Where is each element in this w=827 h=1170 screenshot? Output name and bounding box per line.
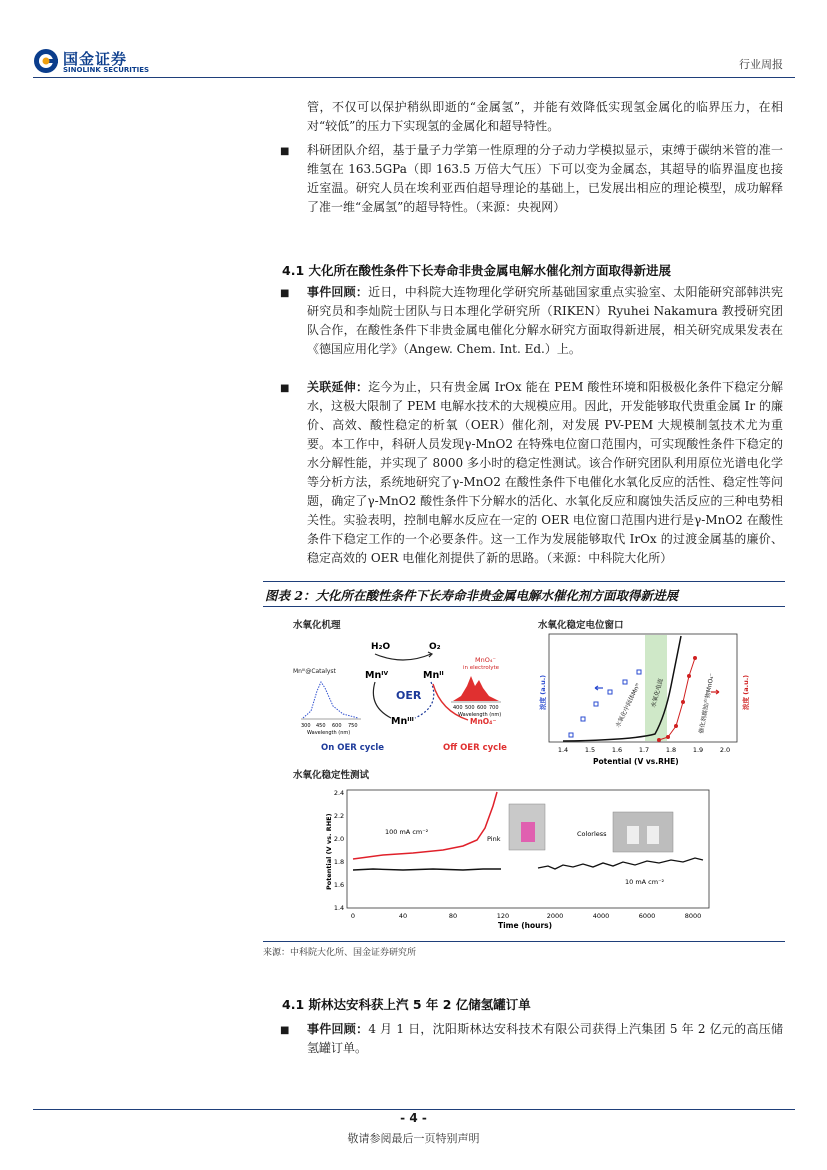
- trace-10-ma-short: [353, 869, 501, 870]
- mno4-product-label: MnO₄⁻: [470, 717, 497, 726]
- panel-c-xtick: 4000: [592, 912, 610, 920]
- mn3-point: [581, 717, 585, 721]
- panel-potential-window: [538, 619, 750, 766]
- panel-c-xticks: [351, 912, 701, 920]
- spec-right-tick: 500: [465, 705, 475, 711]
- panel-c-xtick: 120: [496, 912, 510, 920]
- panel-c-yticks: [334, 789, 344, 912]
- mno4-point: [693, 656, 697, 660]
- panel-c-title: 水氧化稳定性测试: [293, 770, 370, 781]
- panel-c-ytick: 1.8: [333, 858, 345, 866]
- current-curve-label: 水氧化电流: [650, 677, 665, 709]
- mno4-point: [657, 738, 661, 742]
- mn4-label: Mnᴵⱽ: [365, 670, 389, 681]
- event-review-text: 近日，中科院大连物理化学研究所基础国家重点实验室、太阳能研究部韩洪宪研究员和李灿院士团队与日本理化学研究所（RIKEN）Ryuhei Nakamura 教授研究团队合作，在酸性条件下非贵金属电催化分解水研究方面取得新进展，相关研究成果发表在《德国应用化学》（Angew. Chem. Int. Ed.）上。: [307, 285, 783, 356]
- spec-left-xlabel: Wavelength (nm): [307, 730, 351, 736]
- mno4-point: [687, 674, 691, 678]
- paragraph-event-review: [307, 283, 783, 359]
- pink-solution-icon: [521, 822, 535, 842]
- mno4-point: [666, 735, 670, 739]
- in-electrolyte-label: in electrolyte: [463, 665, 500, 671]
- bullet-square-icon: ■: [280, 383, 290, 394]
- water-arrow: [375, 654, 431, 660]
- panel-b-xtick: 1.5: [584, 746, 596, 754]
- paragraph-continuation: 管，不仅可以保护稍纵即逝的“金属氢”，并能有效降低实现氢金属化的临界压力，在相对“较低”的压力下实现氢的金属化和超导特性。: [307, 100, 783, 133]
- label-10-ma: 10 mA cm⁻²: [625, 878, 665, 886]
- left-axis-arrow-icon: [595, 686, 603, 690]
- event-review-label: 事件回顾：: [307, 285, 369, 299]
- mn3-curve-label: 水氧化中间体Mnᴵᴵᴵ: [614, 682, 642, 729]
- logo-text-cn: 国金证券: [63, 50, 128, 68]
- header-divider: [33, 77, 795, 78]
- o2-label: O₂: [429, 642, 441, 652]
- panel-b-xtick: 2.0: [719, 746, 731, 754]
- mno4-point: [681, 700, 685, 704]
- mn3-point: [569, 733, 573, 737]
- mn3-point: [594, 702, 598, 706]
- figure-title-bar: [263, 581, 785, 607]
- panel-mechanism: [293, 619, 507, 753]
- panel-b-xtick: 1.9: [692, 746, 704, 754]
- page-number: - 4 -: [400, 1111, 427, 1125]
- panel-b-xtick: 1.6: [611, 746, 623, 754]
- label-pink: Pink: [487, 835, 501, 843]
- spec-right-xlabel: Wavelength (nm): [458, 712, 502, 718]
- paragraph-extension: [307, 378, 783, 568]
- bullet-square-icon: ■: [280, 1025, 290, 1036]
- panel-b-title: 水氧化稳定电位窗口: [538, 620, 624, 631]
- h2o-label: H₂O: [371, 642, 391, 652]
- figure-title: 图表 2：大化所在酸性条件下长寿命非贵金属电解水催化剂方面取得新进展: [265, 588, 679, 603]
- colorless-electrolyte-photo: [613, 812, 673, 852]
- on-cycle-label: On OER cycle: [321, 743, 385, 753]
- panel-c-ytick: 2.0: [333, 835, 345, 843]
- panel-b-xtick: 1.7: [638, 746, 650, 754]
- panel-b-ylabel-left: 浓度 (a.u.): [539, 674, 547, 710]
- trace-10-ma-long: [538, 858, 703, 869]
- panel-c-xtick: 8000: [684, 912, 702, 920]
- panel-c-xtick: 0: [350, 912, 356, 920]
- cycle-arrow-left: [373, 682, 391, 718]
- panel-stability: [293, 769, 709, 930]
- oer-label: OER: [396, 689, 422, 702]
- spec-right-tick: 600: [477, 705, 487, 711]
- mno4-point: [674, 724, 678, 728]
- panel-b-xtick: 1.8: [665, 746, 677, 754]
- spec-left-tick: 300: [301, 723, 311, 729]
- footer-divider: [33, 1109, 795, 1110]
- panel-b-ylabel-right: 浓度 (a.u.): [742, 674, 750, 710]
- spec-right-tick: 700: [489, 705, 499, 711]
- catalyst-spectrum: [303, 682, 358, 718]
- paragraph-order-event: [307, 1020, 783, 1058]
- logo-text-en: SINOLINK SECURITIES: [63, 66, 150, 74]
- panel-c-ytick: 2.4: [333, 789, 345, 797]
- spec-left-tick: 600: [332, 723, 342, 729]
- colorless-solution-icon: [627, 826, 639, 844]
- order-event-label: 事件回顾：: [307, 1022, 369, 1036]
- panel-c-xlabel: Time (hours): [498, 921, 553, 930]
- panel-c-ytick: 1.6: [333, 881, 345, 889]
- colorless-solution-icon: [647, 826, 659, 844]
- panel-b-xlabel: Potential (V vs.RHE): [593, 757, 679, 766]
- label-100-ma: 100 mA cm⁻²: [385, 828, 429, 836]
- panel-c-xtick: 40: [398, 912, 408, 920]
- label-colorless: Colorless: [577, 830, 607, 838]
- panel-c-xtick: 2000: [546, 912, 564, 920]
- panel-c-xtick: 6000: [638, 912, 656, 920]
- section-heading-hydrogen-tank: 4.1 斯林达安科获上汽 5 年 2 亿储氢罐订单: [282, 997, 531, 1012]
- extension-text: 迄今为止，只有贵金属 IrOx 能在 PEM 酸性环境和阳极极化条件下稳定分解水，这极大限制了 PEM 电解水技术的大规模应用。因此，开发能够取代贵重金属 Ir 的廉价、高效、酸性稳定的析氧（OER）催化剂，对发展 PV-PEM 大规模制氢技术尤为重要。本工作中，科研人员发现γ-MnO2 在特殊电位窗口范围内，可实现酸性条件下稳定的水分解性能，并实现了 8000 多小时的稳定性测试。该合作研究团队利用原位光谱电化学等分析方法，系统地研究了γ-MnO2 在酸性条件下电催化水氧化反应的活性、稳定性等问题，确定了γ-MnO2 酸性条件下分解水的活化、水氧化反应和腐蚀失活反应的三种电势相关性。实验表明，控制电解水反应在一定的 OER 电位窗口范围内进行是γ-MnO2 在酸性条件下稳定工作的一个必要条件。这一工作为发展能够取代 IrOx 的过渡金属基的廉价、稳定高效的 OER 电催化剂提供了新的思路。（来源：中科院大化所）: [307, 380, 783, 565]
- company-logo: [33, 48, 153, 78]
- panel-b-xticks: [558, 746, 730, 754]
- panel-c-ylabel: Potential (V vs. RHE): [325, 813, 333, 890]
- bullet-square-icon: ■: [280, 146, 290, 157]
- off-cycle-label: Off OER cycle: [443, 743, 507, 753]
- figure-svg: [263, 606, 785, 940]
- spec-left-tick: 750: [348, 723, 358, 729]
- order-event-text: 4 月 1 日，沈阳斯林达安科技术有限公司获得上汽集团 5 年 2 亿元的高压储氢罐订单。: [307, 1022, 783, 1055]
- spec-left-tick: 450: [316, 723, 326, 729]
- logo-mark-icon: [33, 48, 59, 74]
- mno4-electrolyte-label: MnO₄⁻: [475, 656, 496, 664]
- figure-bottom-divider: [263, 941, 785, 942]
- bullet-square-icon: ■: [280, 288, 290, 299]
- mn3-label: Mnᴵᴵᴵ: [391, 716, 414, 727]
- paragraph-research-team: 科研团队介绍，基于量子力学第一性原理的分子动力学模拟显示，束缚于碳纳米管的准一维氢在 163.5GPa（即 163.5 万倍大气压）下可以变为金属态，其超导的临界温度也接近室温。研究人员在埃利亚西伯超导理论的基础上，已发展出相应的理论模型，成功解释了准一维“金属氢”的超导特性。（来源：央视网）: [307, 143, 783, 214]
- panel-b-xtick: 1.4: [557, 746, 569, 754]
- mno4-spectrum: [453, 676, 499, 701]
- spec-right-tick: 400: [453, 705, 463, 711]
- mn3-point: [637, 670, 641, 674]
- extension-label: 关联延伸：: [307, 380, 369, 394]
- panel-c-ytick: 2.2: [333, 812, 345, 820]
- panel-c-ytick: 1.4: [333, 904, 345, 912]
- disclaimer-note: 敬请参阅最后一页特别声明: [347, 1132, 480, 1145]
- mn2-label: Mnᴵᴵ: [423, 670, 444, 681]
- mn3-point: [608, 690, 612, 694]
- document-type: 行业周报: [739, 58, 783, 71]
- panel-c-xtick: 80: [448, 912, 458, 920]
- figure-image: [263, 606, 785, 940]
- mno4-curve-label: 催化剂腐蚀产物MnO₄⁻: [698, 672, 716, 735]
- trace-100-ma: [353, 792, 497, 859]
- catalyst-label: Mnᴵᴵᴵ@Catalyst: [293, 668, 336, 675]
- mn3-point: [623, 680, 627, 684]
- panel-a-title: 水氧化机理: [293, 620, 341, 631]
- figure-source: 来源：中科院大化所、国金证券研究所: [263, 948, 417, 958]
- section-heading-catalyst: 4.1 大化所在酸性条件下长寿命非贵金属电解水催化剂方面取得新进展: [282, 263, 671, 278]
